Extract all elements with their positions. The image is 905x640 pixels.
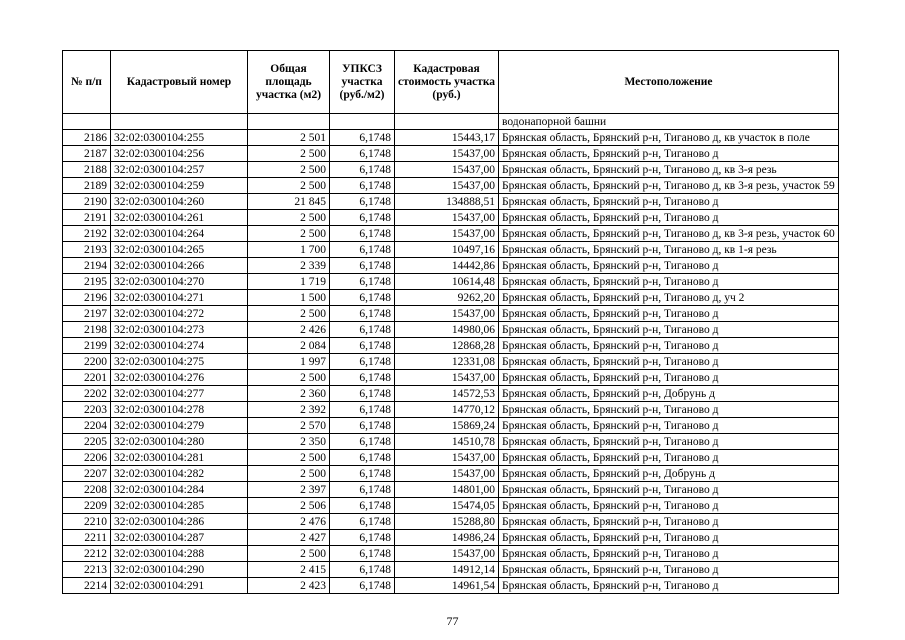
cell-cadastral-number: 32:02:0300104:286: [111, 514, 248, 530]
cell-cadastral-number: 32:02:0300104:275: [111, 354, 248, 370]
cell-upks: 6,1748: [330, 370, 395, 386]
table-row: [63, 130, 839, 146]
cell-cadastral-number: 32:02:0300104:282: [111, 466, 248, 482]
cell-num: 2191: [63, 210, 111, 226]
table-row: [63, 146, 839, 162]
continuation-location-cell: водонапорной башни: [499, 114, 839, 130]
cell-location: Брянская область, Брянский р-н, Тиганово д, кв 3-я резь, участок 59: [499, 178, 839, 194]
cell-cadastral-value: 14770,12: [395, 402, 499, 418]
cell-area: 2 500: [248, 546, 330, 562]
cell-location: Брянская область, Брянский р-н, Тиганово д: [499, 338, 839, 354]
cell-cadastral-number: 32:02:0300104:259: [111, 178, 248, 194]
cell-num: 2197: [63, 306, 111, 322]
table-row: [63, 514, 839, 530]
cell-area: 2 500: [248, 146, 330, 162]
cell-cadastral-value: 14801,00: [395, 482, 499, 498]
cell-num: 2200: [63, 354, 111, 370]
cell-location: Брянская область, Брянский р-н, Тиганово д, уч 2: [499, 290, 839, 306]
header-area: Общая площадь участка (м2): [248, 51, 330, 114]
cell-cadastral-value: 14572,53: [395, 386, 499, 402]
cell-cadastral-number: 32:02:0300104:279: [111, 418, 248, 434]
cell-cadastral-value: 14442,86: [395, 258, 499, 274]
cell-num: 2194: [63, 258, 111, 274]
cell-area: 1 700: [248, 242, 330, 258]
cell-area: 2 423: [248, 578, 330, 594]
cell-area: 2 427: [248, 530, 330, 546]
cell-num: 2206: [63, 450, 111, 466]
cell-cadastral-number: 32:02:0300104:271: [111, 290, 248, 306]
cell-cadastral-number: 32:02:0300104:255: [111, 130, 248, 146]
cell-num: 2186: [63, 130, 111, 146]
cell-cadastral-number: 32:02:0300104:257: [111, 162, 248, 178]
cell-num: 2190: [63, 194, 111, 210]
cell-cadastral-number: 32:02:0300104:281: [111, 450, 248, 466]
cell-area: 1 997: [248, 354, 330, 370]
header-num: № п/п: [63, 51, 111, 114]
cell-area: 2 500: [248, 466, 330, 482]
table-row: [63, 386, 839, 402]
cell-cadastral-value: 14510,78: [395, 434, 499, 450]
cell-num: 2212: [63, 546, 111, 562]
table-row: [63, 402, 839, 418]
continuation-num-cell: [63, 114, 111, 130]
cell-upks: 6,1748: [330, 194, 395, 210]
cell-num: 2207: [63, 466, 111, 482]
cell-upks: 6,1748: [330, 530, 395, 546]
cell-location: Брянская область, Брянский р-н, Тиганово д: [499, 482, 839, 498]
cell-cadastral-number: 32:02:0300104:285: [111, 498, 248, 514]
cell-num: 2214: [63, 578, 111, 594]
cell-cadastral-value: 15437,00: [395, 210, 499, 226]
cadastral-table: [62, 50, 839, 594]
table-row: [63, 226, 839, 242]
cell-num: 2204: [63, 418, 111, 434]
cell-cadastral-value: 15437,00: [395, 162, 499, 178]
cell-cadastral-number: 32:02:0300104:288: [111, 546, 248, 562]
cell-area: 2 501: [248, 130, 330, 146]
cell-area: 2 500: [248, 162, 330, 178]
cell-location: Брянская область, Брянский р-н, Тиганово д: [499, 402, 839, 418]
cell-cadastral-value: 15437,00: [395, 146, 499, 162]
table-row: [63, 450, 839, 466]
table-row: [63, 434, 839, 450]
cell-num: 2208: [63, 482, 111, 498]
cell-area: 2 500: [248, 178, 330, 194]
table-body: [63, 114, 839, 594]
cell-upks: 6,1748: [330, 162, 395, 178]
cell-area: 1 500: [248, 290, 330, 306]
table-row: [63, 466, 839, 482]
cell-upks: 6,1748: [330, 258, 395, 274]
cell-cadastral-number: 32:02:0300104:280: [111, 434, 248, 450]
cell-area: 2 397: [248, 482, 330, 498]
cell-location: Брянская область, Брянский р-н, Тиганово д: [499, 210, 839, 226]
cell-area: 2 426: [248, 322, 330, 338]
header-cadastral-value: Кадастровая стоимость участка (руб.): [395, 51, 499, 114]
cell-num: 2196: [63, 290, 111, 306]
cell-location: Брянская область, Брянский р-н, Тиганово д, кв 3-я резь: [499, 162, 839, 178]
cell-area: 2 500: [248, 306, 330, 322]
cell-location: Брянская область, Брянский р-н, Тиганово д: [499, 530, 839, 546]
cell-area: 21 845: [248, 194, 330, 210]
table-row: [63, 370, 839, 386]
cell-area: 2 415: [248, 562, 330, 578]
cell-cadastral-number: 32:02:0300104:276: [111, 370, 248, 386]
cell-upks: 6,1748: [330, 402, 395, 418]
cell-upks: 6,1748: [330, 386, 395, 402]
cell-location: Брянская область, Брянский р-н, Тиганово д: [499, 450, 839, 466]
table-header-row: [63, 51, 839, 114]
table-row: [63, 418, 839, 434]
cell-area: 2 506: [248, 498, 330, 514]
cell-cadastral-number: 32:02:0300104:284: [111, 482, 248, 498]
cell-num: 2205: [63, 434, 111, 450]
cell-location: Брянская область, Брянский р-н, Тиганово д: [499, 258, 839, 274]
continuation-area-cell: [248, 114, 330, 130]
cell-cadastral-number: 32:02:0300104:266: [111, 258, 248, 274]
cell-num: 2198: [63, 322, 111, 338]
cell-upks: 6,1748: [330, 514, 395, 530]
page-number: 77: [446, 614, 459, 628]
cell-cadastral-value: 15437,00: [395, 178, 499, 194]
cell-cadastral-number: 32:02:0300104:278: [111, 402, 248, 418]
cell-cadastral-value: 14912,14: [395, 562, 499, 578]
cell-location: Брянская область, Брянский р-н, Тиганово д: [499, 370, 839, 386]
cell-upks: 6,1748: [330, 178, 395, 194]
table-row: [63, 162, 839, 178]
cell-cadastral-number: 32:02:0300104:272: [111, 306, 248, 322]
cell-location: Брянская область, Брянский р-н, Тиганово д: [499, 546, 839, 562]
table-row: [63, 290, 839, 306]
cell-cadastral-value: 15437,00: [395, 306, 499, 322]
cell-upks: 6,1748: [330, 466, 395, 482]
cell-cadastral-number: 32:02:0300104:264: [111, 226, 248, 242]
cell-area: 2 570: [248, 418, 330, 434]
table-row: [63, 338, 839, 354]
cell-cadastral-number: 32:02:0300104:290: [111, 562, 248, 578]
continuation-upks-cell: [330, 114, 395, 130]
cell-upks: 6,1748: [330, 434, 395, 450]
cell-location: Брянская область, Брянский р-н, Тиганово д: [499, 418, 839, 434]
continuation-row: [63, 114, 839, 130]
cell-num: 2187: [63, 146, 111, 162]
cell-num: 2201: [63, 370, 111, 386]
cell-cadastral-number: 32:02:0300104:261: [111, 210, 248, 226]
cell-upks: 6,1748: [330, 210, 395, 226]
cell-area: 2 360: [248, 386, 330, 402]
cell-location: Брянская область, Брянский р-н, Тиганово д: [499, 562, 839, 578]
cell-upks: 6,1748: [330, 418, 395, 434]
cell-cadastral-value: 15288,80: [395, 514, 499, 530]
cell-cadastral-number: 32:02:0300104:287: [111, 530, 248, 546]
continuation-value-cell: [395, 114, 499, 130]
cell-area: 1 719: [248, 274, 330, 290]
cell-cadastral-number: 32:02:0300104:277: [111, 386, 248, 402]
cell-area: 2 500: [248, 226, 330, 242]
table-row: [63, 274, 839, 290]
cell-num: 2199: [63, 338, 111, 354]
cell-cadastral-value: 12331,08: [395, 354, 499, 370]
cell-cadastral-value: 14961,54: [395, 578, 499, 594]
cell-cadastral-value: 15437,00: [395, 370, 499, 386]
continuation-cad-cell: [111, 114, 248, 130]
table-row: [63, 210, 839, 226]
cell-num: 2193: [63, 242, 111, 258]
cell-cadastral-value: 10497,16: [395, 242, 499, 258]
table-row: [63, 322, 839, 338]
cell-num: 2211: [63, 530, 111, 546]
cell-upks: 6,1748: [330, 482, 395, 498]
cell-upks: 6,1748: [330, 146, 395, 162]
cell-cadastral-value: 15869,24: [395, 418, 499, 434]
cell-cadastral-number: 32:02:0300104:273: [111, 322, 248, 338]
cell-cadastral-value: 134888,51: [395, 194, 499, 210]
cell-location: Брянская область, Брянский р-н, Тиганово д: [499, 306, 839, 322]
cell-num: 2202: [63, 386, 111, 402]
cell-upks: 6,1748: [330, 242, 395, 258]
table-row: [63, 578, 839, 594]
cell-area: 2 350: [248, 434, 330, 450]
cell-location: Брянская область, Брянский р-н, Тиганово д: [499, 434, 839, 450]
cell-num: 2213: [63, 562, 111, 578]
cell-area: 2 500: [248, 450, 330, 466]
cell-upks: 6,1748: [330, 546, 395, 562]
cell-cadastral-value: 15437,00: [395, 226, 499, 242]
cell-cadastral-number: 32:02:0300104:270: [111, 274, 248, 290]
table-row: [63, 242, 839, 258]
cell-location: Брянская область, Брянский р-н, Тиганово д: [499, 514, 839, 530]
cell-cadastral-number: 32:02:0300104:291: [111, 578, 248, 594]
table-row: [63, 498, 839, 514]
table-row: [63, 258, 839, 274]
cell-num: 2192: [63, 226, 111, 242]
table-row: [63, 178, 839, 194]
cell-cadastral-number: 32:02:0300104:265: [111, 242, 248, 258]
header-upks: УПКСЗ участка (руб./м2): [330, 51, 395, 114]
cell-location: Брянская область, Брянский р-н, Добрунь д: [499, 386, 839, 402]
cadastral-table-container: [62, 50, 839, 594]
table-row: [63, 530, 839, 546]
cell-location: Брянская область, Брянский р-н, Добрунь д: [499, 466, 839, 482]
cell-cadastral-value: 15474,05: [395, 498, 499, 514]
table-row: [63, 546, 839, 562]
cell-location: Брянская область, Брянский р-н, Тиганово д: [499, 146, 839, 162]
cell-cadastral-value: 14986,24: [395, 530, 499, 546]
cell-cadastral-value: 10614,48: [395, 274, 499, 290]
cell-num: 2195: [63, 274, 111, 290]
cell-cadastral-value: 14980,06: [395, 322, 499, 338]
cell-location: Брянская область, Брянский р-н, Тиганово д: [499, 498, 839, 514]
cell-location: Брянская область, Брянский р-н, Тиганово д, кв 3-я резь, участок 60: [499, 226, 839, 242]
cell-upks: 6,1748: [330, 290, 395, 306]
cell-cadastral-value: 12868,28: [395, 338, 499, 354]
cell-upks: 6,1748: [330, 578, 395, 594]
cell-cadastral-value: 15437,00: [395, 466, 499, 482]
table-row: [63, 306, 839, 322]
cell-location: Брянская область, Брянский р-н, Тиганово д: [499, 322, 839, 338]
cell-upks: 6,1748: [330, 338, 395, 354]
cell-cadastral-value: 9262,20: [395, 290, 499, 306]
header-location: Местоположение: [499, 51, 839, 114]
cell-upks: 6,1748: [330, 130, 395, 146]
cell-cadastral-number: 32:02:0300104:260: [111, 194, 248, 210]
cell-location: Брянская область, Брянский р-н, Тиганово д: [499, 578, 839, 594]
cell-cadastral-value: 15437,00: [395, 546, 499, 562]
cell-location: Брянская область, Брянский р-н, Тиганово д: [499, 354, 839, 370]
cell-area: 2 084: [248, 338, 330, 354]
cell-upks: 6,1748: [330, 562, 395, 578]
cell-area: 2 392: [248, 402, 330, 418]
cell-upks: 6,1748: [330, 498, 395, 514]
cell-num: 2189: [63, 178, 111, 194]
cell-location: Брянская область, Брянский р-н, Тиганово д: [499, 274, 839, 290]
cell-num: 2188: [63, 162, 111, 178]
cell-location: Брянская область, Брянский р-н, Тиганово д, кв участок в поле: [499, 130, 839, 146]
cell-cadastral-value: 15437,00: [395, 450, 499, 466]
table-row: [63, 562, 839, 578]
table-row: [63, 354, 839, 370]
cell-upks: 6,1748: [330, 274, 395, 290]
cell-location: Брянская область, Брянский р-н, Тиганово д: [499, 194, 839, 210]
cell-cadastral-number: 32:02:0300104:274: [111, 338, 248, 354]
cell-area: 2 339: [248, 258, 330, 274]
cell-num: 2210: [63, 514, 111, 530]
cell-num: 2209: [63, 498, 111, 514]
cell-cadastral-value: 15443,17: [395, 130, 499, 146]
cell-upks: 6,1748: [330, 306, 395, 322]
cell-area: 2 476: [248, 514, 330, 530]
cell-upks: 6,1748: [330, 354, 395, 370]
cell-upks: 6,1748: [330, 450, 395, 466]
header-cadastral-number: Кадастровый номер: [111, 51, 248, 114]
cell-location: Брянская область, Брянский р-н, Тиганово д, кв 1-я резь: [499, 242, 839, 258]
cell-upks: 6,1748: [330, 322, 395, 338]
cell-num: 2203: [63, 402, 111, 418]
cell-area: 2 500: [248, 210, 330, 226]
table-row: [63, 482, 839, 498]
table-row: [63, 194, 839, 210]
cell-area: 2 500: [248, 370, 330, 386]
cell-upks: 6,1748: [330, 226, 395, 242]
cell-cadastral-number: 32:02:0300104:256: [111, 146, 248, 162]
